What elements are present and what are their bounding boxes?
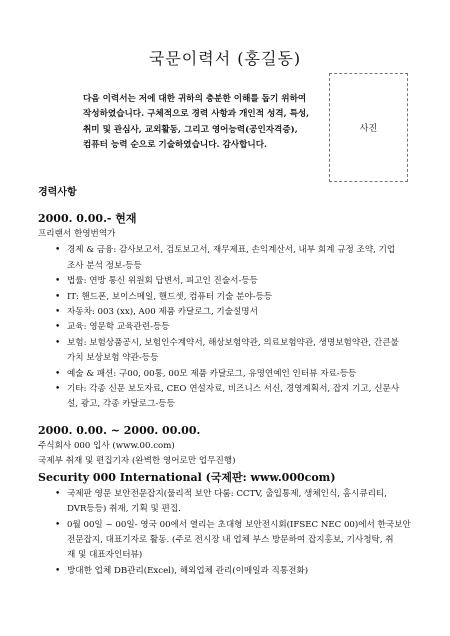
intro-line: 작성하였습니다. 구체적으로 경력 사항과 개인적 성격, 특성, bbox=[83, 109, 310, 120]
bullet-item bbox=[55, 305, 438, 320]
career-bullet-list bbox=[38, 487, 438, 579]
career-entry-journalist bbox=[38, 423, 438, 579]
page-title: 국문이력서 (홍길동) bbox=[148, 49, 302, 68]
bullet-line: • 교육: 영문학 교육관련-등등 bbox=[67, 322, 170, 333]
intro-line: 취미 및 관심사, 교외활동, 그리고 영어능력(공인자격증), bbox=[83, 124, 298, 135]
career-company: 주식회사 000 입사 (www.00.com) bbox=[38, 441, 175, 451]
section-title-career: 경력사항 bbox=[38, 187, 77, 198]
bullet-item bbox=[55, 274, 438, 289]
career-bullet-list bbox=[38, 243, 438, 412]
bullet-line: • 0월 00일 ~ 00일- 영국 00에서 열리는 초대형 보안전시회(IFSEC NEC 00)에서 한국보안 bbox=[67, 519, 411, 530]
bullet-item bbox=[55, 564, 438, 579]
bullet-line: 조사 분석 정보-등등 bbox=[67, 260, 142, 271]
bullet-line: • IT: 핸드폰, 보이스메일, 핸드셋, 컴퓨터 기술 분야-등등 bbox=[67, 291, 273, 302]
bullet-line: • 예술 & 패션: 구00, 00통, 00모 제품 카달로그, 유명연예인 인터뷰 자료-등등 bbox=[67, 368, 357, 379]
bullet-item bbox=[55, 243, 438, 274]
intro-paragraph bbox=[83, 92, 315, 154]
bullet-item bbox=[55, 320, 438, 335]
intro-line: 컴퓨터 능력 순으로 기술하였습니다. 감사합니다. bbox=[83, 140, 267, 151]
career-role: 프리랜서 한영번역가 bbox=[38, 229, 116, 239]
career-entry-freelance bbox=[38, 211, 438, 413]
bullet-line: • 보험: 보험상품공시, 보험인수계약서, 해상보험약관, 의료보험약관, 생명보험약관, 간큰불 bbox=[67, 337, 399, 348]
bullet-item bbox=[55, 382, 438, 413]
bullet-line: DVR등등) 취재, 기획 및 편집. bbox=[67, 504, 181, 515]
bullet-line: • 자동차: 003 (xx), A00 제품 카달로그, 기술설명서 bbox=[67, 307, 258, 318]
bullet-line: • 법률: 연방 통신 위원회 답변서, 피고인 진술서-등등 bbox=[67, 276, 258, 287]
bullet-line: • 경제 & 금융: 감사보고서, 검토보고서, 재무제표, 손익계산서, 내부 회계 규정 조약, 기업 bbox=[67, 245, 396, 256]
bullet-line: 재 및 대표자인터뷰) bbox=[67, 550, 143, 561]
bullet-line: 설, 광고, 각종 카달로그-등등 bbox=[67, 399, 175, 410]
bullet-item bbox=[55, 290, 438, 305]
career-period: 2000. 0.00. ~ 2000. 00.00. bbox=[38, 424, 201, 437]
career-role: 국제부 취재 및 편집기자 (완벽한 영어로만 업무진행) bbox=[38, 456, 236, 467]
career-period: 2000. 0.00.- 현재 bbox=[38, 212, 137, 225]
bullet-item bbox=[55, 336, 438, 367]
bullet-line: 전문잡지, 대표기자로 활동. (주로 전시장 내 업체 부스 방문하여 잡지홍보, 기사청탁, 취 bbox=[67, 535, 394, 546]
intro-line: 다음 이력서는 저에 대한 귀하의 충분한 이해를 돕기 위하여 bbox=[83, 94, 307, 104]
bullet-line: • 기타: 각종 신문 보도자료, CEO 연설자료, 비즈니스 서신, 경영계획서, 잡지 기고, 신문사 bbox=[67, 384, 400, 395]
bullet-item bbox=[55, 367, 438, 382]
photo-placeholder bbox=[329, 73, 408, 182]
bullet-line: • 국제판 영문 보안전문잡지(물리적 보안 다룸: CCTV, 출입통제, 생체인식, 홈시큐리티, bbox=[67, 488, 387, 499]
career-company-english: Security 000 International (국제판: www.000com) bbox=[38, 470, 336, 484]
bullet-line: 가치 보상보험 약관-등등 bbox=[67, 353, 159, 364]
bullet-item bbox=[55, 518, 438, 564]
bullet-item bbox=[55, 487, 438, 518]
photo-label: 사진 bbox=[359, 124, 378, 134]
bullet-line: • 방대한 업체 DB관리(Excel), 해외업체 관리(이메일과 직통전화) bbox=[67, 565, 309, 576]
